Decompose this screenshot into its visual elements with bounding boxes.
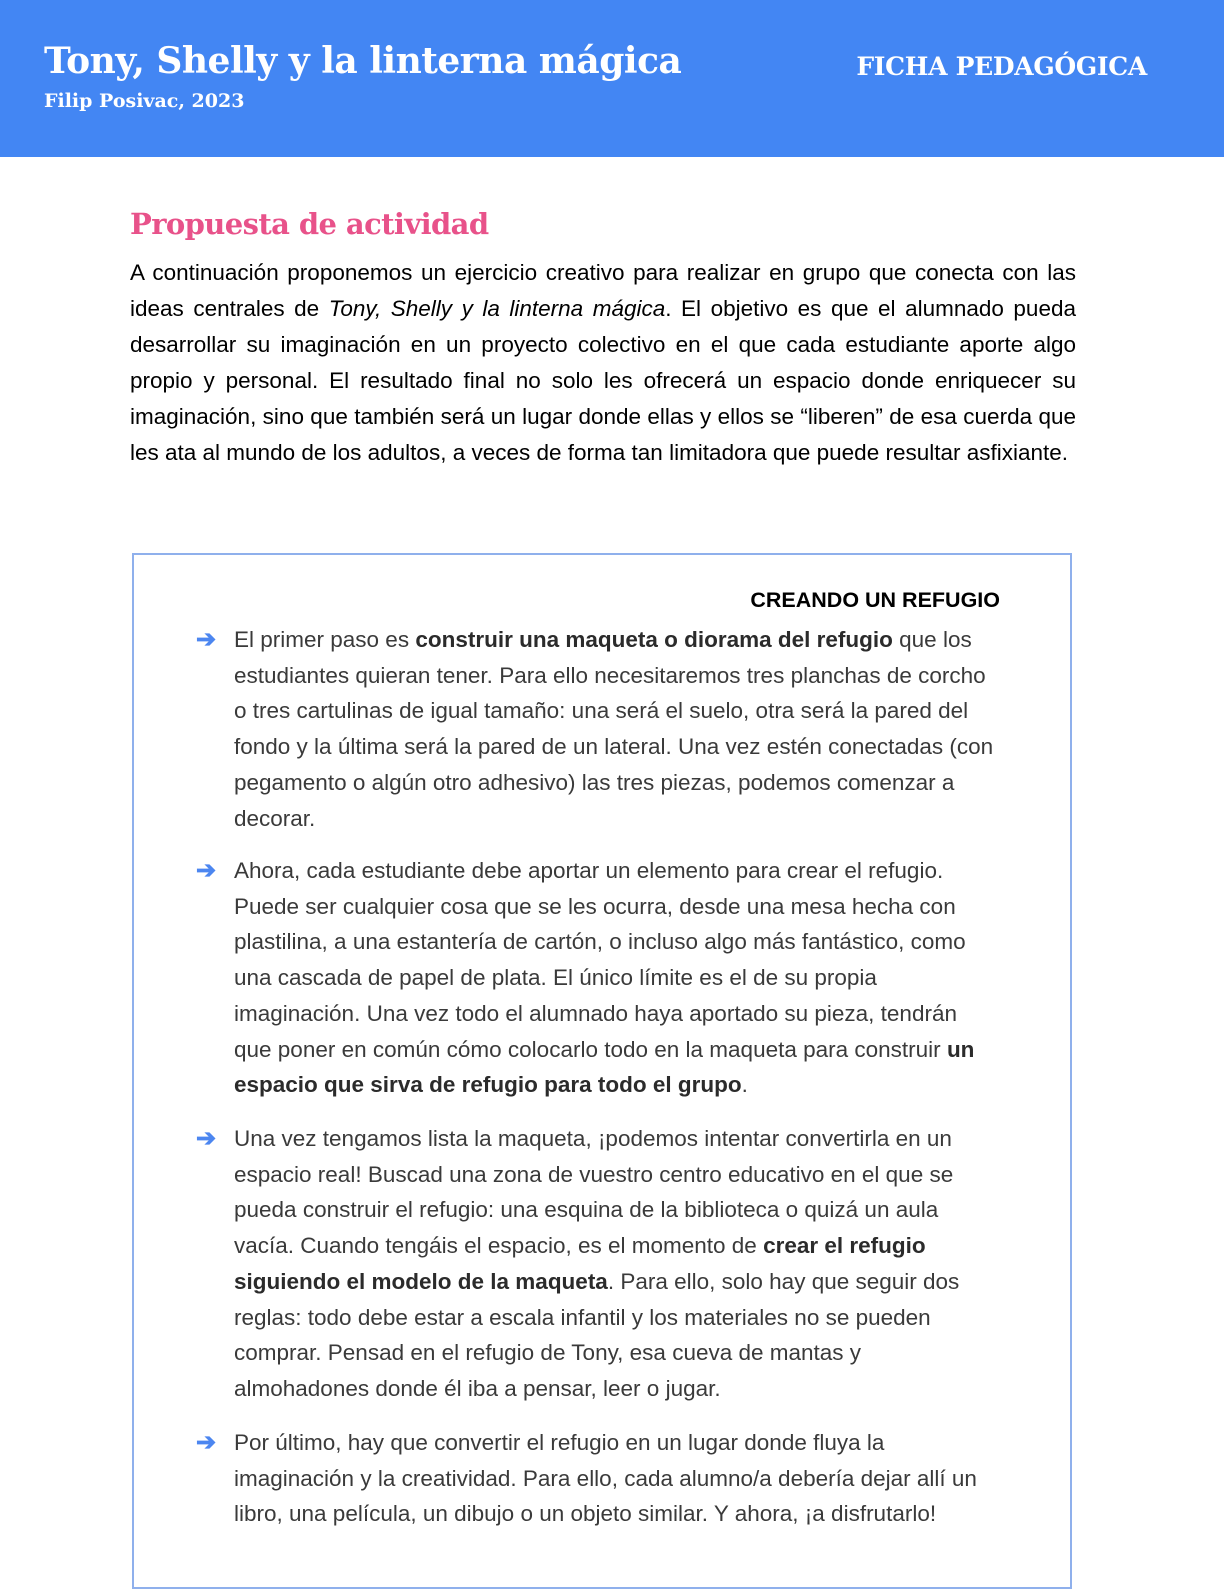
right-arrow-icon: ➔ (196, 626, 217, 653)
section-title: Propuesta de actividad (130, 207, 489, 241)
step-text: Por último, hay que convertir el refugio en un lugar donde fluya la imaginación y la creatividad. Para ello, cada alumno/a debería dejar allí un libro, una película, un dibujo o un objeto similar. Y ahora, ¡a disfrutarlo! (234, 1430, 977, 1527)
activity-box (132, 553, 1072, 1589)
activity-title: CREANDO UN REFUGIO (750, 588, 1000, 612)
intro-book-title: Tony, Shelly y la linterna mágica (328, 296, 666, 321)
step-text: que los estudiantes quieran tener. Para ello necesitaremos tres planchas de corcho o tres cartulinas de igual tamaño: una será el suelo, otra será la pared del fondo y la última será la pared de un lateral. Una vez estén conectadas (con pegamento o algún otro adhesivo) las tres piezas, podemos comenzar a decorar. (234, 627, 994, 831)
step-highlight: crear el refugio siguiendo el modelo de la maqueta (234, 1233, 926, 1294)
list-item (196, 853, 996, 1103)
document-type-label: FICHA PEDAGÓGICA (856, 52, 1147, 81)
intro-text: A continuación proponemos un ejercicio creativo para realizar en grupo que conecta con las ideas centrales de (130, 260, 1076, 321)
step-text: . (741, 1072, 748, 1098)
step-text: Ahora, cada estudiante debe aportar un elemento para crear el refugio. Puede ser cualquier cosa que se les ocurra, desde una mesa hecha con plastilina, a una estantería de cartón, o incluso algo más fantástico, como una cascada de papel de plata. El único límite es el de su propia imaginación. Una vez todo el alumnado haya aportado su pieza, tendrán que poner en común cómo colocarlo todo en la maqueta para construir (234, 858, 966, 1062)
right-arrow-icon: ➔ (196, 1125, 217, 1152)
list-item (196, 1121, 996, 1407)
intro-text: . El objetivo es que el alumnado pueda desarrollar su imaginación en un proyecto colectivo en el que cada estudiante aporte algo propio y personal. El resultado final no solo les ofrecerá un espacio donde enriquecer su imaginación, sino que también será un lugar donde ellas y ellos se “liberen” de esa cuerda que les ata al mundo de los adultos, a veces de forma tan limitadora que puede resultar asfixiante. (130, 296, 1076, 465)
intro-paragraph (130, 255, 1076, 471)
step-highlight: construir una maqueta o diorama del refugio (415, 627, 893, 652)
header-banner (0, 0, 1224, 157)
step-highlight: un espacio que sirva de refugio para todo el grupo (234, 1036, 975, 1098)
step-text: Una vez tengamos lista la maqueta, ¡podemos intentar convertirla en un espacio real! Buscad una zona de vuestro centro educativo en el que se pueda construir el refugio: una esquina de la biblioteca o quizá un aula vacía. Cuando tengáis el espacio, es el momento de (234, 1126, 954, 1259)
step-text: . Para ello, solo hay que seguir dos reglas: todo debe estar a escala infantil y los materiales no se pueden comprar. Pensad en el refugio de Tony, esa cueva de mantas y almohadones donde él iba a pensar, leer o jugar. (234, 1268, 960, 1401)
book-title: Tony, Shelly y la linterna mágica (44, 40, 682, 82)
right-arrow-icon: ➔ (196, 857, 217, 884)
list-item (196, 622, 996, 836)
book-author: Filip Posivac, 2023 (44, 90, 245, 112)
right-arrow-icon: ➔ (196, 1429, 217, 1456)
list-item (196, 1425, 996, 1532)
step-text: El primer paso es (234, 627, 416, 652)
